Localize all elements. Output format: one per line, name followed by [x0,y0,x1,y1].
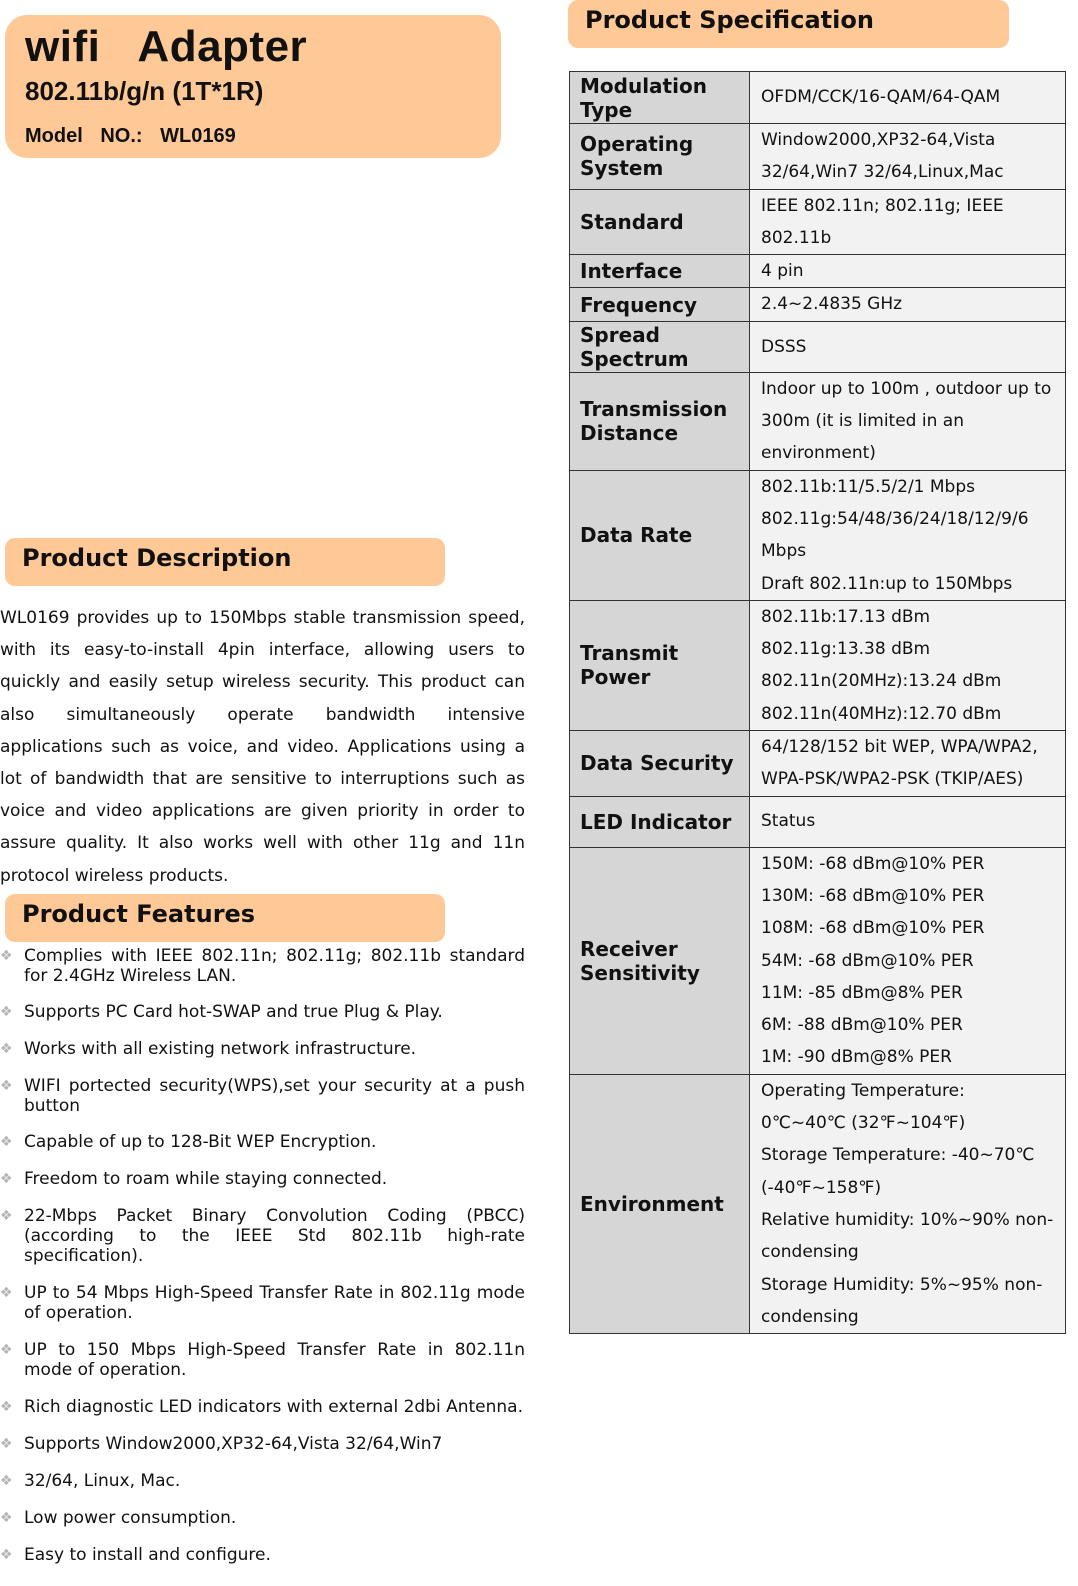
spec-row [570,470,1066,600]
spec-row [570,796,1066,847]
spec-value-line: 802.11n(40MHz):12.70 dBm [761,703,1002,724]
feature-item [0,1169,525,1189]
feature-item [0,1206,525,1266]
feature-item [0,1132,525,1152]
spec-row [570,847,1066,1074]
feature-text: UP to 54 Mbps High-Speed Transfer Rate in 802.11g mode of operation. [24,1283,525,1323]
bullet-icon: ❖ [0,1510,13,1526]
bullet-icon: ❖ [0,1399,13,1415]
spec-table-body [570,72,1066,1334]
feature-text: WIFI portected security(WPS),set your security at a push button [24,1076,525,1116]
features-heading: Product Features [5,894,445,942]
spec-value-line: Status [761,811,816,832]
feature-item [0,1340,525,1380]
spec-row [570,600,1066,730]
product-title: wifi Adapter [25,22,308,71]
spec-value [750,288,1066,321]
spec-label: Operating System [570,124,750,190]
feature-item [0,1545,525,1565]
spec-value-line: 6M: -88 dBm@10% PER [761,1015,963,1036]
spec-row [570,372,1066,470]
feature-text: 22-Mbps Packet Binary Convolution Coding (PBCC) (according to the IEEE Std 802.11b high-rate specification). [24,1206,525,1266]
spec-value [750,470,1066,600]
description-heading: Product Description [5,538,445,586]
spec-value [750,189,1066,255]
spec-value [750,255,1066,288]
spec-label: Transmit Power [570,600,750,730]
bullet-icon: ❖ [0,1208,13,1224]
spec-table [569,71,1066,1334]
bullet-icon: ❖ [0,1436,13,1452]
spec-value [750,600,1066,730]
bullet-icon: ❖ [0,1342,13,1358]
feature-text: Low power consumption. [24,1508,237,1528]
spec-value-line: Relative humidity: 10%~90% non-condensing [761,1209,1054,1263]
bullet-icon: ❖ [0,948,13,964]
spec-value-line: 54M: -68 dBm@10% PER [761,950,974,971]
spec-value-line: 11M: -85 dBm@8% PER [761,982,963,1003]
feature-item [0,946,525,986]
spec-label: Standard [570,189,750,255]
spec-row [570,189,1066,255]
spec-value-line: 150M: -68 dBm@10% PER [761,853,985,874]
feature-text: Rich diagnostic LED indicators with external 2dbi Antenna. [24,1397,524,1417]
spec-label: Receiver Sensitivity [570,847,750,1074]
feature-text: Supports PC Card hot-SWAP and true Plug & Play. [24,1002,443,1022]
feature-item [0,1471,525,1491]
spec-value-line: 130M: -68 dBm@10% PER [761,885,985,906]
feature-item [0,1076,525,1116]
spec-row [570,731,1066,797]
spec-value-line: 1M: -90 dBm@8% PER [761,1047,952,1068]
bullet-icon: ❖ [0,1041,13,1057]
spec-value-line: 802.11b:11/5.5/2/1 Mbps [761,476,975,497]
feature-item [0,1508,525,1528]
feature-text: Complies with IEEE 802.11n; 802.11g; 802.11b standard for 2.4GHz Wireless LAN. [24,946,525,986]
feature-item [0,1002,525,1022]
feature-text: Supports Window2000,XP32-64,Vista 32/64,Win7 [24,1434,443,1454]
spec-value [750,796,1066,847]
bullet-icon: ❖ [0,1004,13,1020]
spec-value [750,372,1066,470]
spec-row [570,1074,1066,1333]
spec-label: Environment [570,1074,750,1333]
feature-text: 32/64, Linux, Mac. [24,1471,181,1491]
spec-label: Data Security [570,731,750,797]
model-number: Model NO.: WL0169 [25,125,236,147]
feature-text: Capable of up to 128-Bit WEP Encryption. [24,1132,377,1152]
spec-row [570,321,1066,372]
feature-item [0,1039,525,1059]
feature-item [0,1397,525,1417]
description-text: WL0169 provides up to 150Mbps stable transmission speed, with its easy-to-install 4pin interface, allowing users to quickly and easily setup wireless security. This product can also simultaneously operate bandwidth intensive applications such as voice, and video. Applications using a lot of bandwidth that are sensitive to interruptions such as voice and video applications are given priority in order to assure quality. It also works well with other 11g and 11n protocol wireless products. [0,608,525,886]
feature-text: Works with all existing network infrastructure. [24,1039,417,1059]
spec-value [750,847,1066,1074]
spec-value-line: 802.11b:17.13 dBm [761,606,931,627]
spec-label: LED Indicator [570,796,750,847]
bullet-icon: ❖ [0,1473,13,1489]
spec-value-line: 2.4~2.4835 GHz [761,294,903,315]
spec-value-line: 64/128/152 bit WEP, WPA/WPA2, WPA-PSK/WPA2-PSK (TKIP/AES) [761,737,1038,790]
feature-item [0,1283,525,1323]
spec-value [750,72,1066,124]
spec-label: Transmission Distance [570,372,750,470]
spec-value-line: 4 pin [761,261,804,282]
spec-value-line: Indoor up to 100m , outdoor up to 300m (it is limited in an environment) [761,378,1052,464]
feature-text: Easy to install and configure. [24,1545,271,1565]
spec-value-line: DSSS [761,336,807,357]
spec-label: Frequency [570,288,750,321]
spec-label: Spread Spectrum [570,321,750,372]
bullet-icon: ❖ [0,1134,13,1150]
product-subtitle: 802.11b/g/n (1T*1R) [25,76,264,106]
spec-row [570,288,1066,321]
bullet-icon: ❖ [0,1285,13,1301]
spec-value [750,321,1066,372]
spec-value-line: IEEE 802.11n; 802.11g; IEEE 802.11b [761,195,1004,248]
bullet-icon: ❖ [0,1547,13,1563]
spec-value-line: 802.11n(20MHz):13.24 dBm [761,671,1002,692]
spec-label: Modulation Type [570,72,750,124]
spec-row [570,124,1066,190]
spec-value-line: Draft 802.11n:up to 150Mbps [761,573,1013,594]
feature-text: Freedom to roam while staying connected. [24,1169,388,1189]
spec-value [750,731,1066,797]
spec-value [750,1074,1066,1333]
spec-row [570,255,1066,288]
feature-list [0,946,525,1565]
spec-value-line: 802.11g:13.38 dBm [761,639,931,660]
spec-value-line: Window2000,XP32-64,Vista 32/64,Win7 32/64,Linux,Mac [761,130,1004,183]
spec-heading: Product Specification [568,0,1009,48]
spec-value-line: 802.11g:54/48/36/24/18/12/9/6 Mbps [761,508,1029,562]
spec-row [570,72,1066,124]
spec-value-line: Operating Temperature: 0℃~40℃ (32℉~104℉) [761,1080,966,1134]
spec-value [750,124,1066,190]
title-banner [5,15,501,158]
spec-value-line: 108M: -68 dBm@10% PER [761,918,985,939]
spec-value-line: OFDM/CCK/16-QAM/64-QAM [761,87,1001,108]
bullet-icon: ❖ [0,1171,13,1187]
feature-text: UP to 150 Mbps High-Speed Transfer Rate in 802.11n mode of operation. [24,1340,525,1380]
spec-value-line: Storage Temperature: -40~70℃ (-40℉~158℉) [761,1145,1035,1198]
spec-label: Data Rate [570,470,750,600]
bullet-icon: ❖ [0,1078,13,1094]
spec-value-line: Storage Humidity: 5%~95% non-condensing [761,1274,1043,1327]
spec-label: Interface [570,255,750,288]
feature-item [0,1434,525,1454]
